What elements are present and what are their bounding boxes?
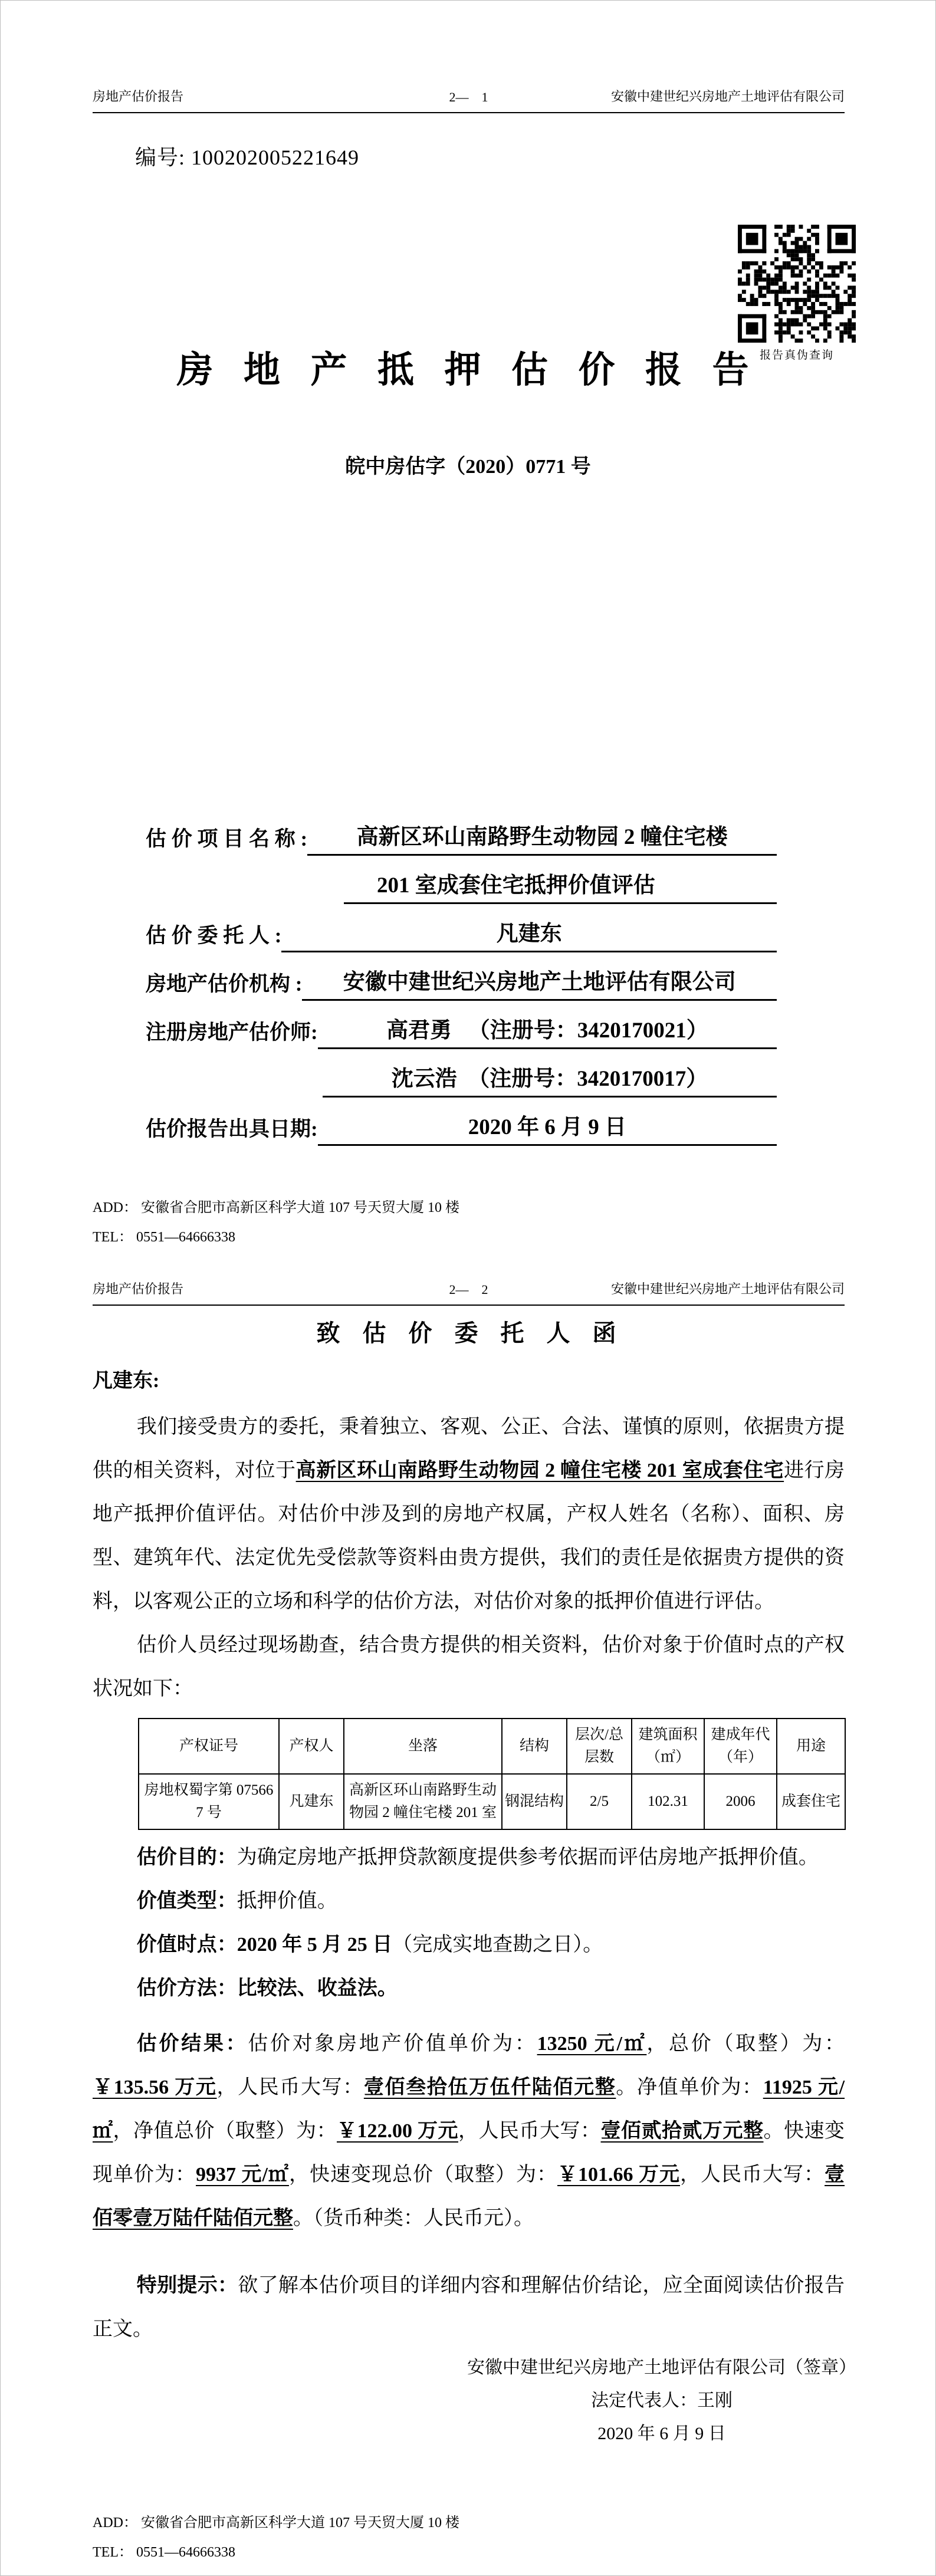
table-cell: 102.31 [632,1774,704,1829]
plain-text: ，净值总价（取整）为： [113,2120,337,2142]
plain-text: 。（货币种类：人民币元）。 [293,2207,534,2229]
plain-text: 抵押价值。 [237,1890,337,1912]
emphasized-text: 11925 元/㎡ [93,2076,845,2142]
table-header-cell: 用途 [777,1719,845,1774]
emphasized-text: 比较法、收益法。 [237,1977,398,1999]
table-cell: 高新区环山南路野生动物园 2 幢住宅楼 201 室 [344,1774,502,1829]
header-page-number: 2— 1 [449,90,488,104]
plain-text: ，人民币大写： [458,2120,601,2142]
signature-company: 安徽中建世纪兴房地产土地评估有限公司（签章） [467,2358,856,2377]
field-label-agency: 房地产估价机构 : [146,972,303,995]
letter-body [93,1405,856,2450]
table-cell: 钢混结构 [502,1774,567,1829]
table-body [139,1774,845,1829]
letter-title: 致 估 价 委 托 人 函 [316,1320,620,1346]
field-appraiser-2 [146,1049,777,1098]
table-header-cell: 结构 [502,1719,567,1774]
table-cell: 房地权蜀字第 075667 号 [139,1774,279,1829]
table-header-cell: 产权证号 [139,1719,279,1774]
field-value-agency: 安徽中建世纪兴房地产土地评估有限公司 [302,964,777,1001]
paragraph-appraisal-purpose [93,1836,845,1880]
report-number-value: 100202005221649 [191,146,360,169]
table-header-cell: 层次/总层数 [567,1719,632,1774]
paragraph-special-notice [93,2264,845,2351]
emphasized-text: 2020 年 5 月 25 日 [237,1934,393,1956]
field-issue-date [146,1098,777,1146]
page1-footer [93,1193,845,1252]
plain-text: ，总价（取整）为： [646,2033,845,2055]
field-value-client: 凡建东 [281,915,777,952]
plain-text: 我们接受贵方的委托，秉着独立、客观、公正、合法、谨慎的原则，依据贵方提供的相关资料，对位于 [93,1416,845,1481]
header-page-number: 2— 2 [449,1282,488,1297]
field-label-project: 估 价 项 目 名 称 : [146,827,308,850]
field-label-client: 估 价 委 托 人 : [146,924,282,947]
table-header-cell: 建筑面积（㎡） [632,1719,704,1774]
field-value-appraiser-1: 高君勇 （注册号：3420170021） [318,1012,777,1049]
letter-paragraph-survey: 估价人员经过现场勘查，结合贵方提供的相关资料，估价对象于价值时点的产权状况如下： [93,1634,845,1700]
footer-telephone: TEL： 0551—64666338 [93,1230,235,1245]
field-agency [146,952,777,1001]
emphasized-text: 9937 元/㎡ [196,2164,289,2186]
footer-address: ADD： 安徽省合肥市高新区科学大道 107 号天贸大厦 10 楼 [93,1200,459,1215]
table-cell: 2006 [704,1774,777,1829]
letter-salutation: 凡建东: [93,1370,160,1392]
paragraph-value-type [93,1880,845,1923]
field-value-appraiser-2: 沈云浩 （注册号：3420170017） [323,1060,777,1098]
page2-header [93,1279,845,1306]
table-header-cell: 产权人 [279,1719,344,1774]
emphasized-text: ￥101.66 万元 [557,2164,681,2186]
report-doc-number: 皖中房估字（2020）0771 号 [345,456,591,478]
qr-code-icon [738,225,856,343]
field-appraiser-1 [146,1001,777,1049]
plain-text: 欲了解本估价项目的详细内容和理解估价结论，应全面阅读估价报告正文。 [93,2275,845,2340]
emphasized-text: ￥122.00 万元 [337,2120,458,2142]
plain-text: 。快速变现单价为： [93,2120,845,2186]
header-doc-title: 房地产估价报告 [93,89,184,104]
plain-text: （完成实地查勘之日）。 [392,1934,603,1956]
paragraph-appraisal-result [93,2022,845,2240]
paragraph-appraisal-method [93,1967,845,2010]
emphasized-text: 价值类型： [136,1890,237,1912]
signature-block [376,2351,936,2450]
table-header-row [139,1719,845,1774]
table-row [139,1774,845,1829]
report-number-line [135,141,359,171]
page2-footer [93,2508,845,2567]
emphasized-text: 估价结果： [136,2033,248,2055]
plain-text: 估价对象房地产价值单价为： [248,2033,537,2055]
field-value-date: 2020 年 6 月 9 日 [318,1109,777,1146]
plain-text: 。净值单价为： [616,2076,763,2098]
table-header-cell: 建成年代（年） [704,1719,777,1774]
footer-address: ADD： 安徽省合肥市高新区科学大道 107 号天贸大厦 10 楼 [93,2515,459,2531]
field-value-project-line2: 201 室成套住宅抵押价值评估 [344,867,777,904]
table-header-cell: 坐落 [344,1719,502,1774]
field-label-date: 估价报告出具日期: [146,1118,318,1141]
header-company-name: 安徽中建世纪兴房地产土地评估有限公司 [610,1282,845,1296]
field-client [146,904,777,952]
cover-fields [146,807,777,1146]
emphasized-text: ￥135.56 万元 [93,2076,217,2098]
footer-telephone: TEL： 0551—64666338 [93,2545,235,2560]
header-doc-title: 房地产估价报告 [93,1282,184,1296]
emphasized-text: 估价目的： [136,1846,237,1868]
report-main-title: 房 地 产 抵 押 估 价 报 告 [176,350,760,390]
table-cell: 凡建东 [279,1774,344,1829]
emphasized-text: 估价方法： [136,1977,237,1999]
table-cell: 2/5 [567,1774,632,1829]
field-project-name-continued [146,856,777,904]
field-value-project-line1: 高新区环山南路野生动物园 2 幢住宅楼 [307,819,777,856]
report-number-label: 编号: [135,146,186,169]
field-label-appraiser: 注册房地产估价师: [146,1021,318,1044]
field-project-name [146,807,777,856]
plain-text: 为确定房地产抵押贷款额度提供参考依据而评估房地产抵押价值。 [237,1846,819,1868]
emphasized-text: 13250 元/㎡ [537,2033,647,2055]
paragraph-value-date [93,1923,845,1967]
emphasized-text: 高新区环山南路野生动物园 2 幢住宅楼 201 室成套住宅 [295,1460,784,1481]
plain-text: ，人民币大写： [216,2076,364,2098]
plain-text: 进行房地产抵押价值评估。对估价中涉及到的房地产权属，产权人姓名（名称）、面积、房型、建筑年代、法定优先受偿款等资料由贵方提供，我们的责任是依据贵方提供的资料，以客观公正的立场和科学的估价方法，对估价对象的抵押价值进行评估。 [93,1460,845,1612]
emphasized-text: 壹佰贰拾贰万元整 [600,2120,764,2142]
plain-text: ，快速变现总价（取整）为： [288,2164,557,2186]
emphasized-text: 特别提示： [136,2275,238,2296]
page1-header [93,87,845,113]
emphasized-text: 壹佰零壹万陆仟陆佰元整 [93,2164,845,2229]
plain-text: ，人民币大写： [680,2164,825,2186]
property-rights-table [138,1718,846,1830]
header-company-name: 安徽中建世纪兴房地产土地评估有限公司 [610,89,845,104]
table-cell: 成套住宅 [777,1774,845,1829]
signature-date: 2020 年 6 月 9 日 [597,2424,726,2443]
letter-paragraph-commission [93,1405,845,1624]
qr-caption: 报告真伪查询 [759,349,834,362]
emphasized-text: 壹佰叁拾伍万伍仟陆佰元整 [363,2076,616,2098]
emphasized-text: 价值时点： [136,1934,237,1956]
signature-legal-representative: 法定代表人：王刚 [591,2391,733,2410]
